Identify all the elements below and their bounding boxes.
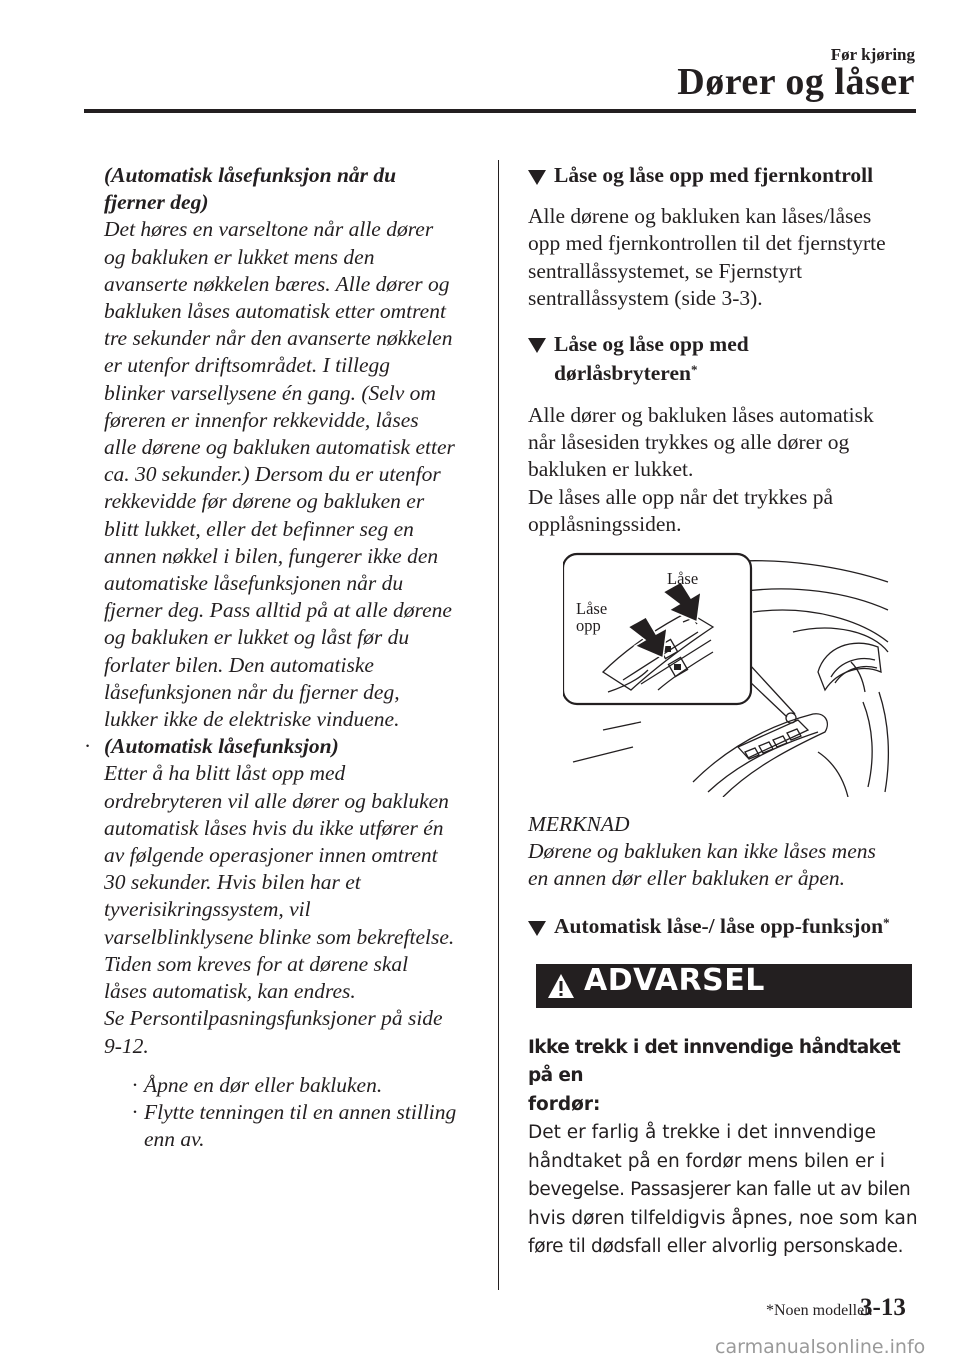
walkaway-text — [104, 216, 484, 733]
walkaway-title-line: (Automatisk låsefunksjon når du — [104, 163, 397, 187]
text-line: føre til dødsfall eller alvorlig personskade. — [528, 1236, 904, 1258]
sub-bullet-item — [124, 1099, 484, 1153]
text-line: automatisk låses hvis du ikke utfører én — [104, 815, 444, 840]
warning-triangle-icon — [546, 972, 576, 1000]
page-title: Dører og låser — [677, 61, 915, 103]
text-line: enn av. — [144, 1127, 205, 1152]
text-line: ordrebryteren vil alle dører og bakluken — [104, 788, 449, 813]
text-line: føreren er innenfor rekkevidde, låses — [104, 407, 419, 432]
text-line: tre sekunder når den avanserte nøkkelen — [104, 326, 453, 351]
triangle-marker-icon — [528, 921, 546, 936]
text-line: er utenfor driftsområdet. I tillegg — [104, 353, 391, 378]
auto-lock-section — [84, 733, 484, 1153]
text-line: ca. 30 sekunder.) Dersom du er utenfor — [104, 462, 441, 487]
unlock-label-line2: opp — [576, 616, 601, 636]
text-line: bevegelse. Passasjerer kan falle ut av bilen — [528, 1179, 911, 1201]
text-line: av følgende operasjoner innen omtrent — [104, 843, 438, 868]
text-line: låsefunksjonen når du fjerner deg, — [104, 679, 400, 704]
text-line: låses automatisk, kan endres. — [104, 979, 356, 1004]
text-line: lukker ikke de elektriske vinduene. — [104, 707, 400, 732]
right-column — [528, 162, 920, 1262]
text-line: hvis døren tilfeldigvis åpnes, noe som kan — [528, 1207, 918, 1229]
text-line: Alle dører og bakluken låses automatisk — [528, 403, 874, 428]
asterisk-mark: * — [883, 914, 890, 930]
page-number: 3-13 — [860, 1294, 906, 1321]
text-line: og bakluken er lukket mens den — [104, 244, 375, 269]
text-line: Alle dørene og bakluken kan låses/låses — [528, 204, 872, 229]
sub-bullet-list — [104, 1072, 484, 1154]
header-rule — [84, 109, 916, 113]
text-line: sentrallåssystem (side 3-3). — [528, 285, 763, 310]
warning-label: ADVARSEL — [584, 962, 765, 998]
text-line: fjerner deg. Pass alltid på at alle dørene — [104, 598, 452, 623]
heading-text: Låse og låse opp med — [554, 332, 749, 357]
text-line: når låsesiden trykkes og alle dører og — [528, 430, 850, 455]
heading-text: Låse og låse opp med fjernkontroll — [554, 163, 874, 187]
text-line: alle dørene og bakluken automatisk etter — [104, 435, 455, 460]
text-line: Tiden som kreves for at dørene skal — [104, 951, 409, 976]
text-line: Det høres en varseltone når alle dører — [104, 217, 434, 242]
text-line: De låses alle opp når det trykkes på — [528, 484, 834, 509]
heading-text: dørlåsbryteren — [554, 361, 691, 386]
remote-text — [528, 203, 920, 312]
text-line: rekkevidde før dørene og bakluken er — [104, 489, 425, 514]
walkaway-title-line: fjerner deg) — [104, 190, 209, 215]
text-line: bakluken låses automatisk etter omtrent — [104, 299, 446, 324]
door-switch-text — [528, 402, 920, 538]
text-line: 30 sekunder. Hvis bilen har et — [104, 870, 361, 895]
text-line: Åpne en dør eller bakluken. — [144, 1072, 383, 1097]
section-label: Før kjøring — [830, 45, 915, 64]
text-line: og bakluken er lukket og låst før du — [104, 625, 410, 650]
text-line: Etter å ha blitt låst opp med — [104, 761, 346, 786]
auto-lock-title: (Automatisk låsefunksjon) — [104, 734, 339, 759]
asterisk-mark: * — [690, 362, 698, 378]
sub-bullet-item — [124, 1072, 484, 1099]
text-line: bakluken er lukket. — [528, 457, 694, 482]
watermark: carmanualsonline.info — [715, 1336, 926, 1358]
text-line: tyverisikringssystem, vil — [104, 897, 311, 922]
column-divider — [498, 160, 499, 1290]
text-line: opp med fjernkontrollen til det fjernstyrte — [528, 231, 886, 256]
bullet: · — [84, 734, 92, 759]
heading-text-line2 — [554, 359, 920, 388]
text-line: forlater bilen. Den automatiske — [104, 652, 374, 677]
text-line: fordør: — [528, 1093, 601, 1115]
door-panel-drawing — [563, 552, 893, 797]
left-column — [84, 162, 484, 1153]
text-line: opplåsningssiden. — [528, 511, 682, 536]
unlock-label-line1: Låse — [576, 599, 608, 619]
text-line: automatiske låsefunksjonen når du — [104, 571, 404, 596]
auto-lock-text — [104, 760, 484, 1059]
text-line: Dørene og bakluken kan ikke låses mens — [528, 839, 876, 864]
text-line: annen nøkkel i bilen, fungerer ikke den — [104, 543, 439, 568]
bullet: · — [132, 1099, 138, 1124]
text-line: håndtaket på en fordør mens bilen er i — [528, 1150, 885, 1172]
text-line: Det er farlig å trekke i det innvendige — [528, 1122, 877, 1144]
text-line: blinker varsellysene én gang. (Selv om — [104, 380, 436, 405]
footnote: *Noen modeller. — [766, 1302, 873, 1319]
bullet: · — [132, 1072, 138, 1097]
door-switch-heading — [528, 330, 920, 388]
text-line: sentrallåssystemet, se Fjernstyrt — [528, 258, 803, 283]
triangle-marker-icon — [528, 338, 546, 353]
text-line: 9-12. — [104, 1033, 149, 1058]
heading-text: Automatisk låse-/ låse opp-funksjon — [554, 913, 884, 938]
warning-text — [528, 1034, 920, 1262]
text-line: blitt lukket, eller det befinner seg en — [104, 516, 414, 541]
door-lock-switch-illustration — [563, 552, 893, 797]
walkaway-lock-section — [84, 162, 484, 733]
text-line: Flytte tenningen til en annen stilling — [144, 1099, 457, 1124]
triangle-marker-icon — [528, 170, 546, 185]
text-line: Ikke trekk i det innvendige håndtaket på en — [528, 1036, 901, 1087]
auto-function-heading — [528, 913, 920, 940]
text-line: varselblinklysene blinke som bekreftelse. — [104, 924, 455, 949]
remote-heading — [528, 162, 920, 189]
text-line: avanserte nøkkelen bæres. Alle dører og — [104, 271, 450, 296]
text-line: en annen dør eller bakluken er åpen. — [528, 866, 846, 891]
lock-label: Låse — [667, 569, 699, 589]
note-title: MERKNAD — [528, 812, 630, 837]
note-block — [528, 811, 920, 893]
text-line: Se Persontilpasningsfunksjoner på side — [104, 1006, 443, 1031]
warning-banner — [536, 964, 912, 1008]
